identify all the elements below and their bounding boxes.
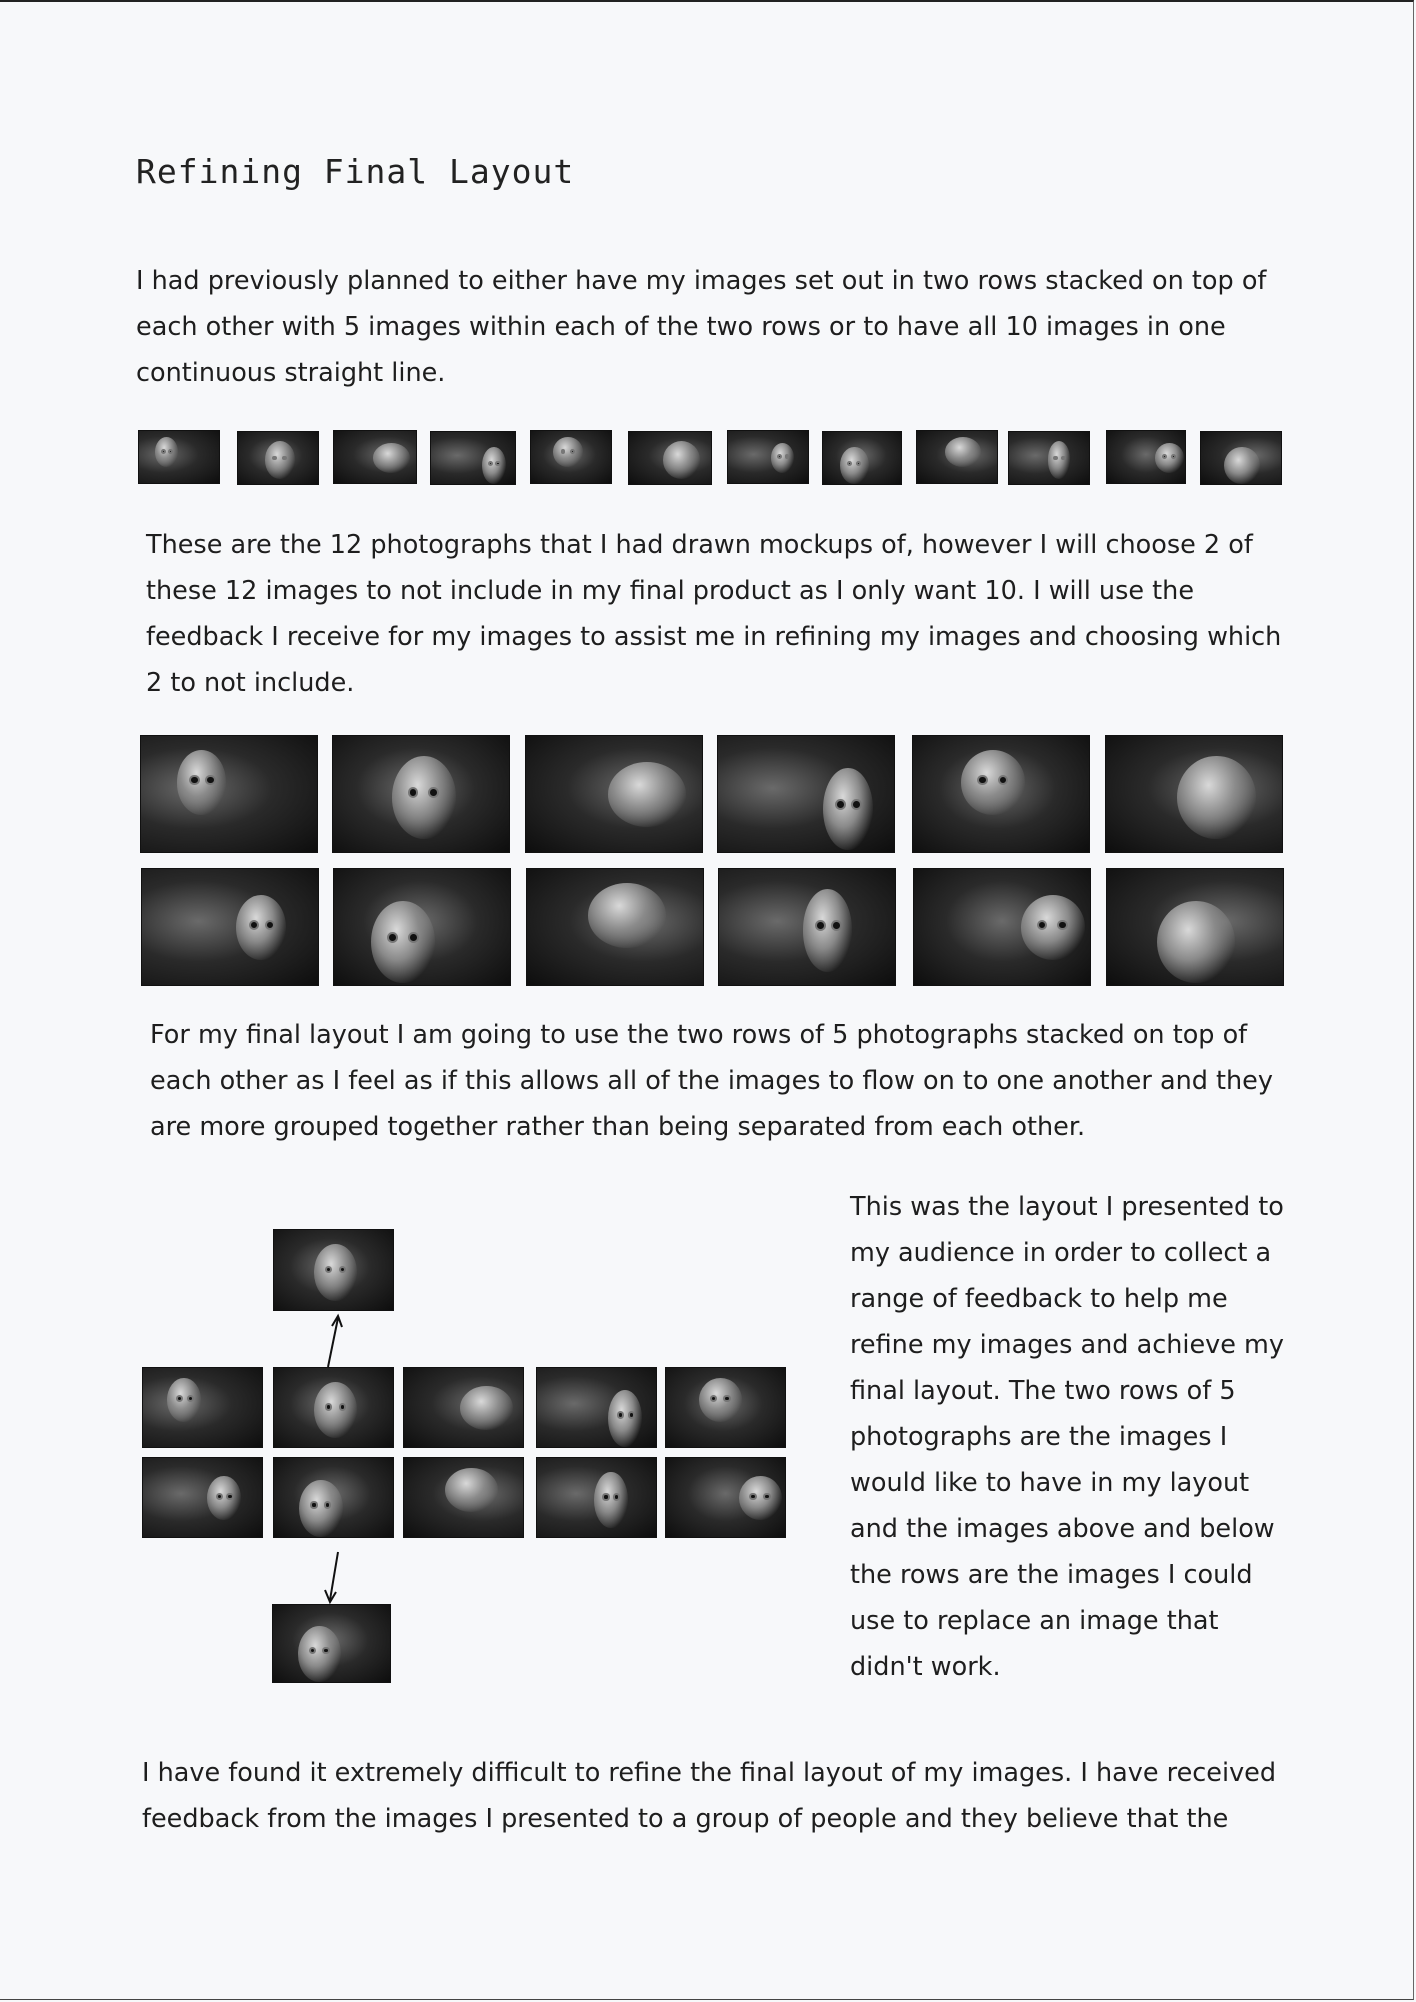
grid-photo xyxy=(1106,868,1284,986)
layout-photo xyxy=(142,1457,263,1538)
strip-photo xyxy=(822,431,902,485)
strip-photo xyxy=(530,430,612,484)
spare-photo-bottom xyxy=(272,1604,391,1683)
grid-photo xyxy=(912,735,1090,853)
layout-photo xyxy=(665,1367,786,1448)
grid-photo xyxy=(1105,735,1283,853)
grid-photo xyxy=(141,868,319,986)
strip-photo xyxy=(1200,431,1282,485)
strip-photo xyxy=(333,430,417,484)
closing-paragraph: I have found it extremely difficult to refine the final layout of my images. I have received feedback from the images I presented to a group of people and they believe that the xyxy=(142,1758,1277,1834)
presented-layout-paragraph: This was the layout I presented to my audience in order to collect a range of feedback to help me refine my images and achieve my final layout. The two rows of 5 photographs are the images I would like to have in my layout and the images above and below the rows are the images I could use to replace an image that didn't work. xyxy=(850,1192,1284,1682)
grid-photo xyxy=(913,868,1091,986)
arrow-up-icon xyxy=(320,1312,350,1372)
grid-photo xyxy=(332,735,510,853)
grid-photo xyxy=(717,735,895,853)
grid-photo xyxy=(333,868,511,986)
grid-photo xyxy=(140,735,318,853)
strip-photo xyxy=(628,431,712,485)
grid-photo xyxy=(525,735,703,853)
final-layout-paragraph: For my final layout I am going to use the two rows of 5 photographs stacked on top of each other as I feel as if this allows all of the images to flow on to one another and they are more grouped together rather than being separated from each other. xyxy=(150,1020,1273,1142)
arrow-down-icon xyxy=(320,1548,350,1608)
layout-photo xyxy=(273,1457,394,1538)
strip-photo xyxy=(237,431,319,485)
grid-photo xyxy=(526,868,704,986)
strip-photo xyxy=(138,430,220,484)
layout-photo xyxy=(142,1367,263,1448)
layout-photo xyxy=(273,1367,394,1448)
strip-photo xyxy=(916,430,998,484)
layout-photo xyxy=(665,1457,786,1538)
twelve-photos-paragraph: These are the 12 photographs that I had drawn mockups of, however I will choose 2 of these 12 images to not include in my final product as I only want 10. I will use the feedback I receive for my images to assist me in refining my images and choosing which 2 to not include. xyxy=(146,530,1282,698)
strip-photo xyxy=(1106,430,1186,484)
spare-photo-top xyxy=(273,1229,394,1311)
strip-photo xyxy=(430,431,516,485)
layout-photo xyxy=(536,1367,657,1448)
layout-photo xyxy=(536,1457,657,1538)
strip-photo xyxy=(1008,431,1090,485)
intro-paragraph: I had previously planned to either have my images set out in two rows stacked on top of each other with 5 images within each of the two rows or to have all 10 images in one continuous straight line. xyxy=(136,266,1267,388)
layout-photo xyxy=(403,1457,524,1538)
grid-photo xyxy=(718,868,896,986)
page-title: Refining Final Layout xyxy=(136,152,575,191)
strip-photo xyxy=(727,430,809,484)
layout-photo xyxy=(403,1367,524,1448)
